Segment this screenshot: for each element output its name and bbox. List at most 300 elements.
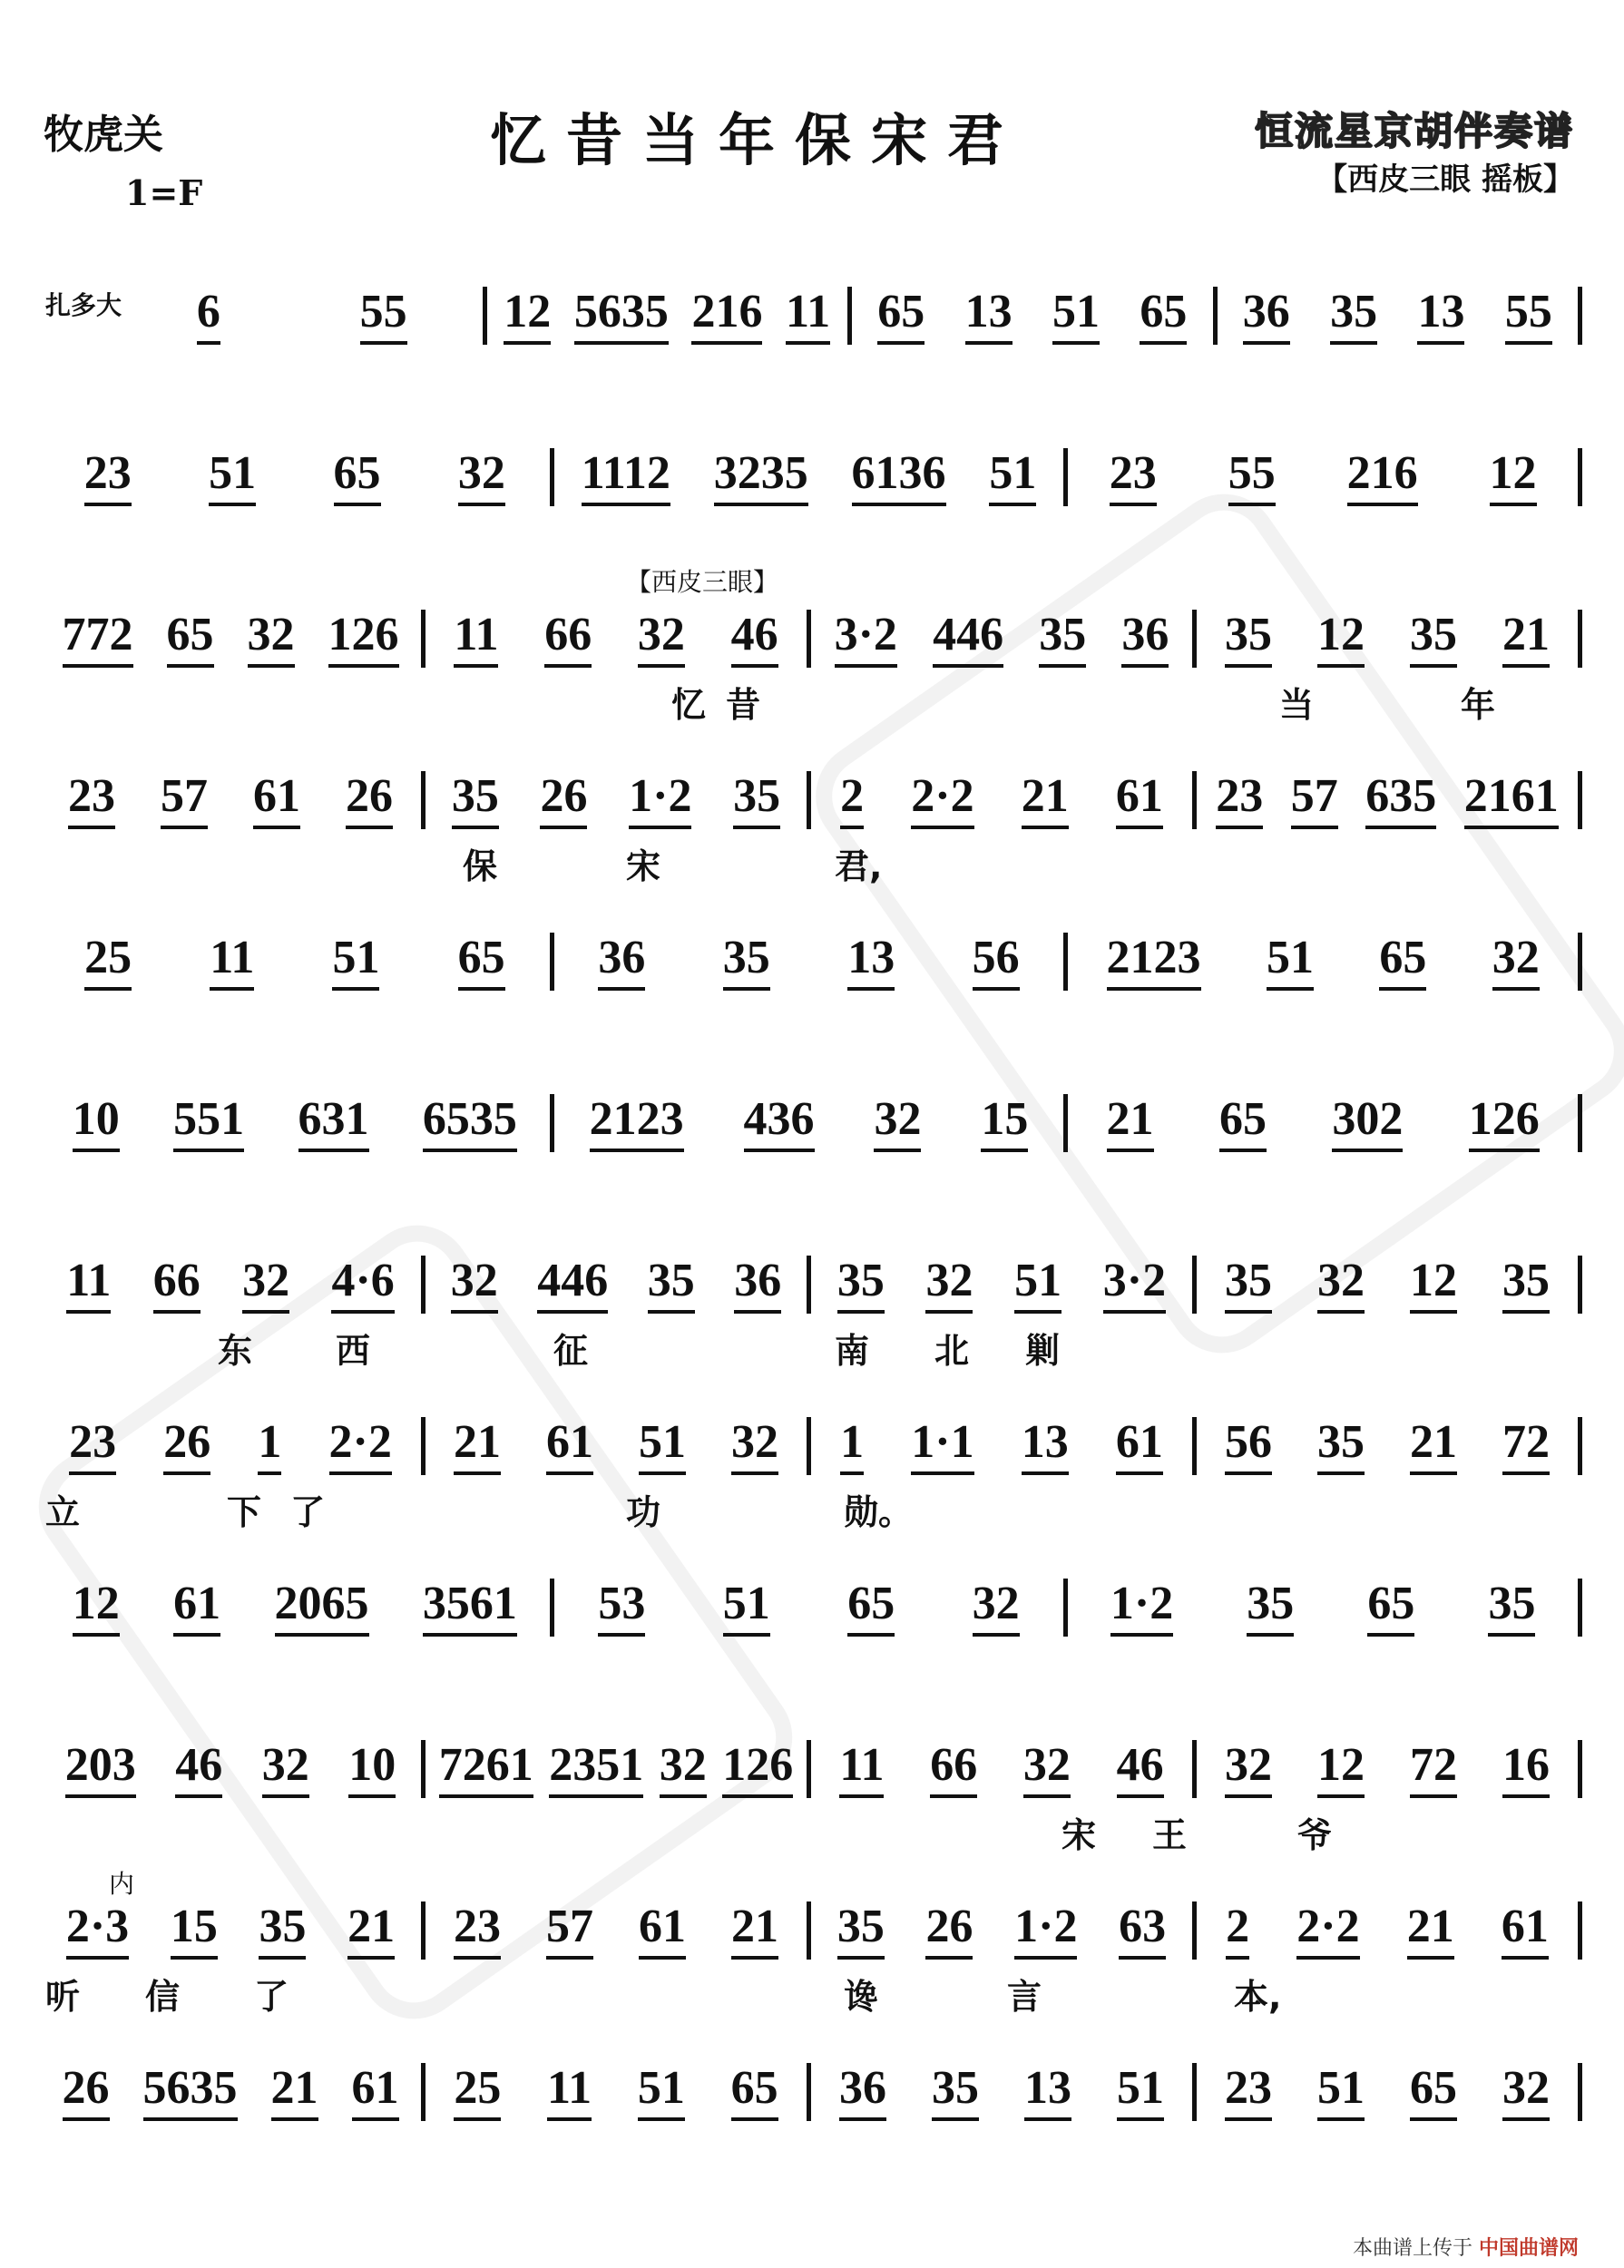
note-group: 126 <box>328 608 399 668</box>
measure <box>817 1716 1187 1798</box>
barline <box>550 1094 554 1152</box>
note-group: 13 <box>1024 2061 1071 2121</box>
note-group: 35 <box>1330 285 1377 345</box>
note-group: 51 <box>332 931 379 991</box>
note-group: 65 <box>877 285 925 345</box>
barline <box>1192 1901 1197 1960</box>
note-group: 35 <box>837 1254 885 1314</box>
measure <box>1073 425 1572 506</box>
barline <box>1063 448 1068 506</box>
measure-row <box>45 1232 1588 1314</box>
note-group: 51 <box>639 1415 686 1475</box>
lyric-char: 听 <box>45 1977 81 2017</box>
lyric-char: 昔 <box>726 685 761 725</box>
measure <box>45 1555 544 1637</box>
lyric-char: 保 <box>463 846 498 886</box>
note-group: 2351 <box>549 1738 643 1798</box>
note-group: 53 <box>598 1577 645 1637</box>
note-group: 6535 <box>423 1092 517 1152</box>
measure-row <box>45 748 1588 829</box>
score-line <box>45 909 1588 1063</box>
score-line <box>45 2039 1588 2194</box>
measure <box>431 748 801 829</box>
barline <box>1578 287 1582 345</box>
note-group: 65 <box>334 446 381 506</box>
lyric-char: 南 <box>835 1331 870 1371</box>
tempo-marking: 【西皮三眼 摇板】 <box>1316 161 1574 198</box>
lyrics-row <box>45 1969 1588 2023</box>
note-group: 63 <box>1119 1900 1166 1960</box>
barline <box>1063 933 1068 991</box>
note-group: 1·2 <box>1110 1577 1173 1637</box>
lyric-char: 剿 <box>1025 1331 1061 1371</box>
note-group: 25 <box>454 2061 501 2121</box>
barline <box>847 287 852 345</box>
measure <box>817 1232 1187 1314</box>
page-title: 忆昔当年保宋君 <box>490 107 1024 173</box>
note-group: 51 <box>209 446 256 506</box>
note-group: 32 <box>458 446 505 506</box>
play-name: 牧虎关 <box>44 112 163 158</box>
barline <box>1578 1579 1582 1637</box>
note-group: 12 <box>1317 608 1365 668</box>
note-group: 21 <box>347 1900 395 1960</box>
note-group: 61 <box>352 2061 399 2121</box>
note-group: 35 <box>1225 1254 1272 1314</box>
lyric-char: 爷 <box>1297 1815 1333 1855</box>
note-group: 35 <box>733 769 780 829</box>
note-group: 23 <box>68 769 115 829</box>
barline <box>1192 771 1197 829</box>
note-group: 631 <box>298 1092 369 1152</box>
measure <box>45 1393 416 1475</box>
barline <box>1578 610 1582 668</box>
lyric-char: 信 <box>145 1977 181 2017</box>
note-group: 7261 <box>439 1738 533 1798</box>
lyric-char: 勋。 <box>844 1492 914 1532</box>
note-group: 35 <box>1225 608 1272 668</box>
note-group: 46 <box>175 1738 222 1798</box>
measure <box>431 586 801 668</box>
barline <box>1192 1417 1197 1475</box>
barline <box>1063 1094 1068 1152</box>
lyric-char: 征 <box>553 1331 589 1371</box>
note-group: 436 <box>744 1092 815 1152</box>
measure <box>127 263 477 345</box>
note-group: 51 <box>1014 1254 1061 1314</box>
lyric-char: 王 <box>1152 1815 1188 1855</box>
note-group: 5635 <box>143 2061 238 2121</box>
barline <box>807 610 811 668</box>
note-group: 23 <box>1225 2061 1272 2121</box>
note-group: 21 <box>454 1415 501 1475</box>
note-group: 55 <box>360 285 407 345</box>
score-line <box>45 586 1588 740</box>
measure <box>431 1716 801 1798</box>
note-group: 23 <box>69 1415 116 1475</box>
note-group: 35 <box>723 931 770 991</box>
lyric-char: 言 <box>1007 1977 1042 2017</box>
measure <box>857 263 1208 345</box>
measure <box>1202 748 1572 829</box>
publisher-label: 恒流星京胡伴奏谱 <box>1254 109 1574 153</box>
note-group: 12 <box>1490 446 1537 506</box>
note-group: 11 <box>454 608 498 668</box>
measure <box>817 586 1187 668</box>
note-group: 57 <box>1291 769 1338 829</box>
lyrics-row <box>45 1323 1588 1377</box>
barline <box>1578 1094 1582 1152</box>
note-group: 65 <box>1140 285 1187 345</box>
measure <box>1073 909 1572 991</box>
measure-row <box>45 1393 1588 1475</box>
measure <box>560 1070 1059 1152</box>
note-group: 1·2 <box>1014 1900 1077 1960</box>
key-signature: 1=F <box>125 172 203 213</box>
lyric-char: 忆 <box>671 685 707 725</box>
note-group: 13 <box>847 931 895 991</box>
note-group: 1·1 <box>911 1415 973 1475</box>
note-group: 57 <box>546 1900 593 1960</box>
note-group: 216 <box>1347 446 1418 506</box>
lyric-char: 了 <box>290 1492 326 1532</box>
score-line <box>45 1555 1588 1709</box>
note-group: 65 <box>1219 1092 1267 1152</box>
footer-text: 本曲谱上传于 <box>1352 2237 1472 2260</box>
measure <box>45 1232 416 1314</box>
barline <box>807 1901 811 1960</box>
barline <box>421 2063 426 2121</box>
note-group: 2·2 <box>911 769 973 829</box>
barline <box>1578 933 1582 991</box>
note-group: 3·2 <box>1103 1254 1166 1314</box>
lyric-char: 东 <box>218 1331 253 1371</box>
lyric-char: 谗 <box>844 1977 879 2017</box>
barline <box>1213 287 1218 345</box>
note-group: 16 <box>1502 1738 1550 1798</box>
barline <box>550 448 554 506</box>
measure <box>45 909 544 991</box>
lyric-char: 本, <box>1234 1977 1282 2017</box>
barline <box>1192 1740 1197 1798</box>
barline <box>1578 771 1582 829</box>
barline <box>807 771 811 829</box>
note-group: 32 <box>262 1738 309 1798</box>
score-line <box>45 1716 1588 1871</box>
note-group: 66 <box>153 1254 201 1314</box>
note-group: 65 <box>1379 931 1426 991</box>
score-line <box>45 425 1588 579</box>
measure-row <box>45 1716 1588 1798</box>
note-group: 203 <box>65 1738 136 1798</box>
note-group: 2123 <box>1107 931 1201 991</box>
barline <box>1578 1417 1582 1475</box>
barline <box>483 287 487 345</box>
note-group: 32 <box>660 1738 707 1798</box>
measure-row <box>45 1878 1588 1960</box>
note-group: 1·2 <box>629 769 691 829</box>
measure <box>1202 1232 1572 1314</box>
measure <box>1202 1878 1572 1960</box>
note-group: 36 <box>839 2061 886 2121</box>
note-group: 2·2 <box>1296 1900 1359 1960</box>
barline <box>1578 2063 1582 2121</box>
note-group: 21 <box>1022 769 1069 829</box>
note-group: 32 <box>1502 2061 1550 2121</box>
note-group: 216 <box>691 285 762 345</box>
intro-prefix: 扎多大 <box>45 290 122 320</box>
measure <box>560 425 1059 506</box>
measure <box>1202 1393 1572 1475</box>
measure <box>1073 1070 1572 1152</box>
note-group: 3561 <box>423 1577 517 1637</box>
lyric-char: 当 <box>1279 685 1315 725</box>
note-group: 13 <box>1417 285 1464 345</box>
note-group: 3235 <box>714 446 808 506</box>
note-group: 65 <box>731 2061 778 2121</box>
barline <box>421 1901 426 1960</box>
barline <box>421 771 426 829</box>
note-group: 51 <box>1267 931 1314 991</box>
lyric-char: 年 <box>1461 685 1496 725</box>
note-group: 56 <box>973 931 1020 991</box>
note-group: 26 <box>540 769 587 829</box>
measure <box>817 1878 1187 1960</box>
footer-brand: 中国曲谱网 <box>1478 2237 1579 2260</box>
score-line <box>45 1393 1588 1548</box>
note-group: 2161 <box>1464 769 1559 829</box>
note-group: 21 <box>1502 608 1550 668</box>
note-group: 35 <box>259 1900 306 1960</box>
note-group: 12 <box>504 285 551 345</box>
note-group: 551 <box>173 1092 244 1152</box>
note-group: 126 <box>1469 1092 1540 1152</box>
measure <box>493 263 843 345</box>
measure <box>817 1393 1187 1475</box>
barline <box>1578 1901 1582 1960</box>
note-group: 26 <box>346 769 393 829</box>
measure-row <box>45 263 1588 345</box>
note-group: 65 <box>847 1577 895 1637</box>
lyrics-row <box>45 838 1588 893</box>
inner-mark: 内 <box>109 1869 135 1899</box>
note-group: 12 <box>73 1577 120 1637</box>
lyric-char: 君, <box>835 846 883 886</box>
measure <box>45 1878 416 1960</box>
lyric-char: 西 <box>336 1331 371 1371</box>
lyrics-row <box>45 677 1588 731</box>
note-group: 32 <box>874 1092 921 1152</box>
note-group: 12 <box>1410 1254 1457 1314</box>
note-group: 21 <box>1407 1900 1454 1960</box>
note-group: 65 <box>458 931 505 991</box>
note-group: 65 <box>1410 2061 1457 2121</box>
measure <box>560 909 1059 991</box>
score-line <box>45 263 1588 417</box>
barline <box>1192 610 1197 668</box>
measure <box>560 1555 1059 1637</box>
note-group: 10 <box>73 1092 120 1152</box>
score-line <box>45 1070 1588 1225</box>
measure <box>1202 586 1572 668</box>
measure <box>431 1393 801 1475</box>
lyrics-row <box>45 1484 1588 1539</box>
note-group: 15 <box>171 1900 218 1960</box>
note-group: 36 <box>1243 285 1290 345</box>
measure <box>45 748 416 829</box>
note-group: 2 <box>1226 1900 1249 1960</box>
note-group: 32 <box>973 1577 1020 1637</box>
barline <box>807 1740 811 1798</box>
note-group: 35 <box>1410 608 1457 668</box>
note-group: 446 <box>537 1254 608 1314</box>
note-group: 72 <box>1502 1415 1550 1475</box>
barline <box>421 610 426 668</box>
barline <box>1578 448 1582 506</box>
measure <box>45 1070 544 1152</box>
note-group: 51 <box>1117 2061 1164 2121</box>
note-group: 21 <box>271 2061 318 2121</box>
measure-row <box>45 1070 1588 1152</box>
note-group: 1112 <box>582 446 670 506</box>
barline <box>550 1579 554 1637</box>
note-group: 46 <box>731 608 778 668</box>
measure <box>45 586 416 668</box>
note-group: 21 <box>731 1900 778 1960</box>
note-group: 32 <box>925 1254 973 1314</box>
note-group: 35 <box>1039 608 1086 668</box>
lyric-char: 宋 <box>626 846 661 886</box>
lyric-char: 北 <box>934 1331 970 1371</box>
note-group: 6 <box>197 285 220 345</box>
note-group: 56 <box>1225 1415 1272 1475</box>
note-group: 46 <box>1117 1738 1164 1798</box>
note-group: 35 <box>837 1900 885 1960</box>
note-group: 26 <box>163 1415 210 1475</box>
note-group: 23 <box>454 1900 501 1960</box>
note-group: 61 <box>1116 769 1163 829</box>
measure-row <box>45 425 1588 506</box>
measure <box>431 1878 801 1960</box>
note-group: 36 <box>598 931 645 991</box>
lyric-char: 功 <box>626 1492 661 1532</box>
barline <box>807 1256 811 1314</box>
barline <box>550 933 554 991</box>
note-group: 32 <box>1023 1738 1071 1798</box>
note-group: 61 <box>1502 1900 1549 1960</box>
measure <box>431 2039 801 2121</box>
note-group: 3·2 <box>835 608 897 668</box>
note-group: 35 <box>1488 1577 1535 1637</box>
note-group: 4·6 <box>331 1254 394 1314</box>
note-group: 66 <box>544 608 592 668</box>
measure <box>45 1716 416 1798</box>
lyric-char: 立 <box>45 1492 81 1532</box>
measure <box>817 748 1187 829</box>
note-group: 26 <box>925 1900 973 1960</box>
note-group: 36 <box>734 1254 781 1314</box>
note-group: 32 <box>451 1254 498 1314</box>
note-group: 11 <box>839 1738 884 1798</box>
note-group: 11 <box>210 931 254 991</box>
note-group: 65 <box>167 608 214 668</box>
measure <box>1202 2039 1572 2121</box>
note-group: 55 <box>1228 446 1276 506</box>
note-group: 2·2 <box>329 1415 392 1475</box>
barline <box>1192 1256 1197 1314</box>
note-group: 5635 <box>574 285 669 345</box>
note-group: 32 <box>248 608 295 668</box>
note-group: 32 <box>731 1415 778 1475</box>
barline <box>1578 1256 1582 1314</box>
barline <box>421 1417 426 1475</box>
note-group: 772 <box>63 608 133 668</box>
lyrics-row <box>45 1807 1588 1862</box>
footer <box>1353 2233 1579 2261</box>
measure <box>45 425 544 506</box>
note-group: 23 <box>1216 769 1263 829</box>
note-group: 65 <box>1367 1577 1414 1637</box>
score-line <box>45 1232 1588 1386</box>
note-group: 2 <box>840 769 864 829</box>
measure <box>1073 1555 1572 1637</box>
note-group: 23 <box>84 446 132 506</box>
score-line <box>45 748 1588 902</box>
note-group: 26 <box>63 2061 110 2121</box>
note-group: 35 <box>1317 1415 1365 1475</box>
note-group: 36 <box>1121 608 1169 668</box>
note-group: 35 <box>648 1254 695 1314</box>
note-group: 32 <box>1225 1738 1272 1798</box>
note-group: 32 <box>638 608 685 668</box>
lyric-char: 了 <box>254 1977 289 2017</box>
lyric-char: 下 <box>227 1492 262 1532</box>
note-group: 2123 <box>590 1092 684 1152</box>
note-group: 51 <box>1317 2061 1365 2121</box>
note-group: 302 <box>1332 1092 1403 1152</box>
note-group: 21 <box>1107 1092 1154 1152</box>
barline <box>807 1417 811 1475</box>
note-group: 35 <box>1502 1254 1550 1314</box>
note-group: 126 <box>722 1738 793 1798</box>
note-group: 1 <box>840 1415 864 1475</box>
measure-row <box>45 2039 1588 2121</box>
note-group: 35 <box>932 2061 979 2121</box>
note-group: 32 <box>242 1254 289 1314</box>
note-group: 61 <box>1116 1415 1163 1475</box>
note-group: 61 <box>253 769 300 829</box>
note-group: 13 <box>965 285 1013 345</box>
note-group: 11 <box>786 285 830 345</box>
note-group: 10 <box>348 1738 396 1798</box>
note-group: 11 <box>66 1254 111 1314</box>
note-group: 61 <box>546 1415 593 1475</box>
note-group: 35 <box>1247 1577 1294 1637</box>
note-group: 57 <box>161 769 208 829</box>
barline <box>807 2063 811 2121</box>
measure <box>1202 1716 1572 1798</box>
note-group: 51 <box>1052 285 1100 345</box>
note-group: 12 <box>1317 1738 1365 1798</box>
note-group: 13 <box>1022 1415 1069 1475</box>
note-group: 446 <box>933 608 1003 668</box>
measure <box>45 2039 416 2121</box>
barline <box>1192 2063 1197 2121</box>
note-group: 51 <box>723 1577 770 1637</box>
score-line <box>45 1878 1588 2032</box>
note-group: 66 <box>930 1738 977 1798</box>
section-mark: 【西皮三眼】 <box>626 567 779 597</box>
